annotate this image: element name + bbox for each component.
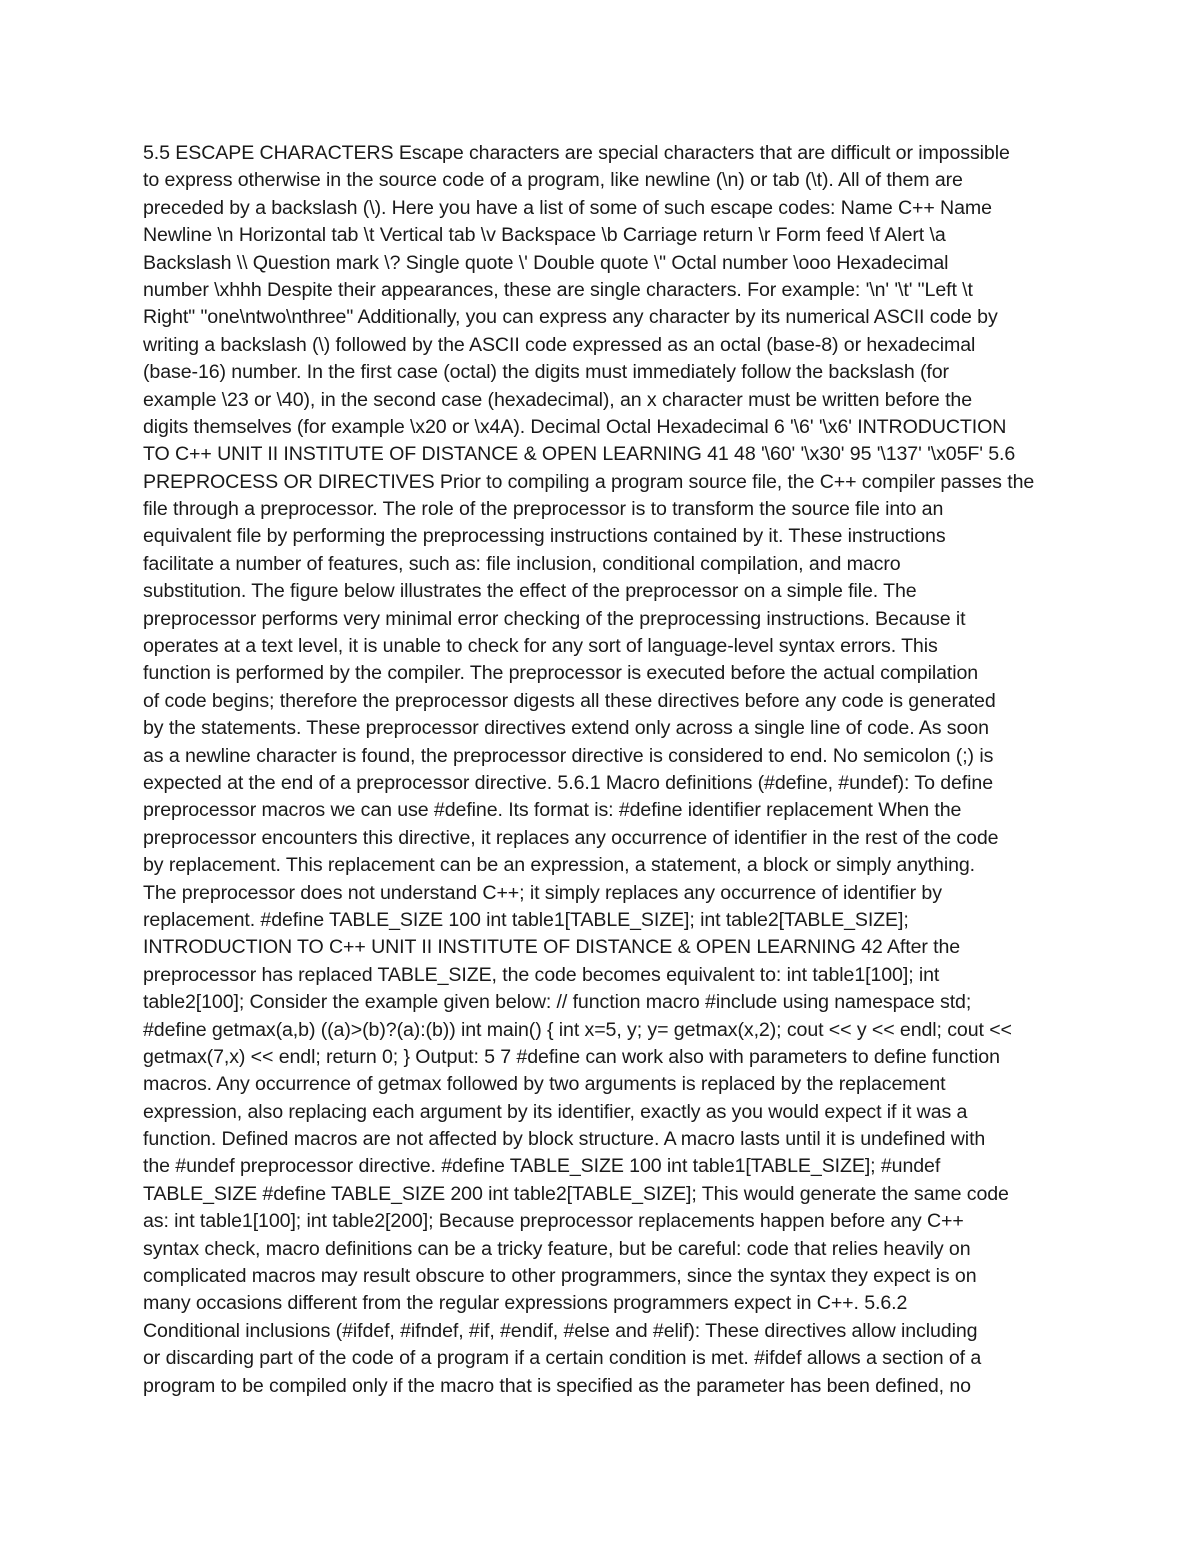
text-line: by replacement. This replacement can be an expression, a statement, a block or simply anything. bbox=[143, 854, 976, 877]
text-line: (base-16) number. In the first case (octal) the digits must immediately follow the backslash (for bbox=[143, 361, 949, 384]
text-line: INTRODUCTION TO C++ UNIT II INSTITUTE OF DISTANCE & OPEN LEARNING 42 After the bbox=[143, 936, 961, 959]
text-line: getmax(7,x) << endl; return 0; } Output: 5 7 #define can work also with parameters to define function bbox=[143, 1045, 1000, 1068]
text-line: as: int table1[100]; int table2[200]; Because preprocessor replacements happen before any C++ bbox=[143, 1210, 964, 1233]
text-line: equivalent file by performing the preprocessing instructions contained by it. These instructions bbox=[143, 525, 946, 548]
text-line: preprocessor has replaced TABLE_SIZE, the code becomes equivalent to: int table1[100]; int bbox=[143, 963, 940, 986]
text-line: Backslash \\ Question mark \? Single quote \' Double quote \" Octal number \ooo Hexadecimal bbox=[143, 251, 949, 274]
text-line: of code begins; therefore the preprocessor digests all these directives before any code is generated bbox=[143, 689, 996, 712]
text-line: macros. Any occurrence of getmax followed by two arguments is replaced by the replacement bbox=[143, 1073, 946, 1096]
text-line: operates at a text level, it is unable to check for any sort of language-level syntax errors. This bbox=[143, 635, 938, 658]
body-text bbox=[143, 140, 1083, 1400]
text-line: preprocessor encounters this directive, it replaces any occurrence of identifier in the rest of the code bbox=[143, 826, 999, 849]
text-line: TO C++ UNIT II INSTITUTE OF DISTANCE & OPEN LEARNING 41 48 '\60' '\x30' 95 '\137' '\x05F' 5.6 bbox=[143, 443, 1016, 466]
text-line: program to be compiled only if the macro that is specified as the parameter has been defined, no bbox=[143, 1374, 971, 1397]
text-line: expected at the end of a preprocessor directive. 5.6.1 Macro definitions (#define, #undef): To define bbox=[143, 771, 994, 794]
text-line: complicated macros may result obscure to other programmers, since the syntax they expect is on bbox=[143, 1265, 977, 1288]
text-line: function is performed by the compiler. The preprocessor is executed before the actual compilation bbox=[143, 662, 979, 685]
text-line: function. Defined macros are not affected by block structure. A macro lasts until it is undefined with bbox=[143, 1128, 986, 1151]
text-line: example \23 or \40), in the second case (hexadecimal), an x character must be written before the bbox=[143, 388, 973, 411]
text-line: syntax check, macro definitions can be a tricky feature, but be careful: code that relies heavily on bbox=[143, 1237, 971, 1260]
text-line: as a newline character is found, the preprocessor directive is considered to end. No semicolon (;) is bbox=[143, 744, 994, 767]
text-line: #define getmax(a,b) ((a)>(b)?(a):(b)) int main() { int x=5, y; y= getmax(x,2); cout << y << endl; cout << bbox=[143, 1018, 1012, 1041]
text-line: substitution. The figure below illustrates the effect of the preprocessor on a simple file. The bbox=[143, 580, 917, 603]
text-line: preprocessor performs very minimal error checking of the preprocessing instructions. Because it bbox=[143, 607, 966, 630]
text-line: facilitate a number of features, such as: file inclusion, conditional compilation, and macro bbox=[143, 552, 901, 575]
text-line: writing a backslash (\) followed by the ASCII code expressed as an octal (base-8) or hexadecimal bbox=[143, 333, 976, 356]
text-line: expression, also replacing each argument by its identifier, exactly as you would expect if it was a bbox=[143, 1100, 968, 1123]
text-line: to express otherwise in the source code of a program, like newline (\n) or tab (\t). All of them are bbox=[143, 169, 963, 192]
text-line: table2[100]; Consider the example given below: // function macro #include using namespace std; bbox=[143, 991, 972, 1014]
text-line: preceded by a backslash (\). Here you have a list of some of such escape codes: Name C++ Name bbox=[143, 196, 992, 219]
text-line: PREPROCESS OR DIRECTIVES Prior to compiling a program source file, the C++ compiler passes the bbox=[143, 470, 1035, 493]
text-line: 5.5 ESCAPE CHARACTERS Escape characters are special characters that are difficult or impossible bbox=[143, 142, 1010, 164]
text-line: preprocessor macros we can use #define. Its format is: #define identifier replacement When the bbox=[143, 799, 962, 822]
text-line: or discarding part of the code of a program if a certain condition is met. #ifdef allows a section of a bbox=[143, 1347, 982, 1370]
text-line: The preprocessor does not understand C++; it simply replaces any occurrence of identifier by bbox=[143, 881, 942, 904]
text-line: Conditional inclusions (#ifdef, #ifndef, #if, #endif, #else and #elif): These directives allow including bbox=[143, 1319, 978, 1342]
text-line: Newline \n Horizontal tab \t Vertical tab \v Backspace \b Carriage return \r Form feed \f Alert \a bbox=[143, 224, 946, 247]
text-line: many occasions different from the regular expressions programmers expect in C++. 5.6.2 bbox=[143, 1292, 908, 1315]
text-line: number \xhhh Despite their appearances, these are single characters. For example: '\n' '\t' "Left \t bbox=[143, 278, 973, 301]
text-line: by the statements. These preprocessor directives extend only across a single line of code. As soon bbox=[143, 717, 989, 740]
text-line: Right" "one\ntwo\nthree" Additionally, you can express any character by its numerical ASCII code by bbox=[143, 306, 998, 329]
text-line: replacement. #define TABLE_SIZE 100 int table1[TABLE_SIZE]; int table2[TABLE_SIZE]; bbox=[143, 908, 909, 931]
text-line: TABLE_SIZE #define TABLE_SIZE 200 int table2[TABLE_SIZE]; This would generate the same code bbox=[143, 1182, 1009, 1205]
text-line: file through a preprocessor. The role of the preprocessor is to transform the source file into an bbox=[143, 498, 944, 521]
text-line: the #undef preprocessor directive. #define TABLE_SIZE 100 int table1[TABLE_SIZE]; #undef bbox=[143, 1155, 941, 1178]
text-line: digits themselves (for example \x20 or \x4A). Decimal Octal Hexadecimal 6 '\6' '\x6' INTRODUCTION bbox=[143, 415, 1007, 438]
